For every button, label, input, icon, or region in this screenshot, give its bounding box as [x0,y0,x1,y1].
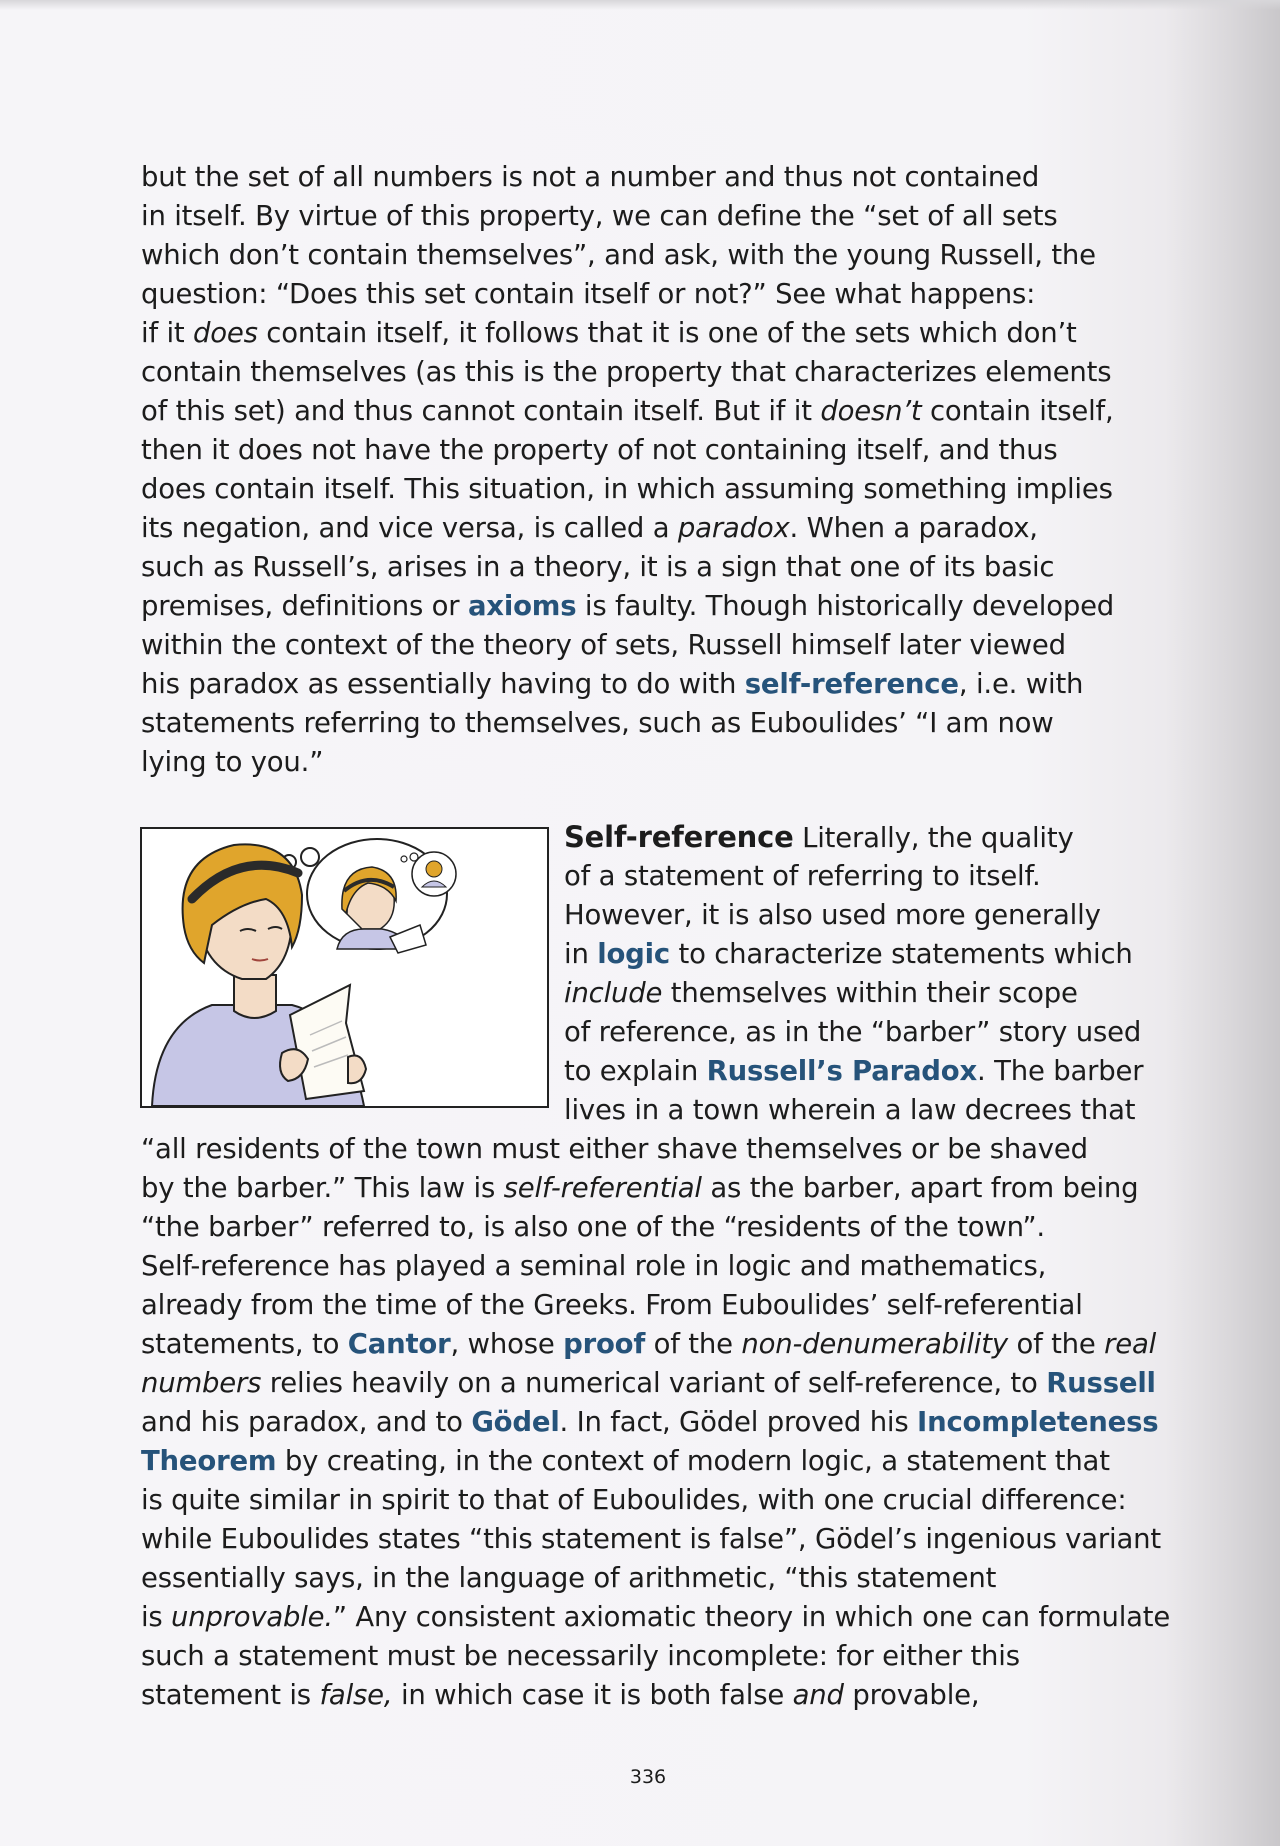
text-line: is unprovable.” Any consistent axiomatic theory in which one can formulate [141,1601,1171,1633]
term-link-russells-paradox[interactable]: Russell’s Paradox [706,1055,978,1087]
text-line: statements, to Cantor, whose proof of the non-denumerability of the real [141,1328,1157,1360]
text-line: already from the time of the Greeks. From Euboulides’ self-referential [141,1289,1083,1321]
text-line: to explain Russell’s Paradox. The barber [564,1055,1144,1087]
text-line: premises, definitions or axioms is faulty. Though historically developed [141,590,1115,622]
text-line: does contain itself. This situation, in which assuming something implies [141,473,1113,505]
text-line: and his paradox, and to Gödel. In fact, Gödel proved his Incompleteness [141,1406,1159,1438]
text-line: if it does contain itself, it follows that it is one of the sets which don’t [141,317,1077,349]
text-line: Self-reference has played a seminal role in logic and mathematics, [141,1250,1047,1282]
text-line: then it does not have the property of not containing itself, and thus [141,434,1058,466]
text-line: his paradox as essentially having to do with self-reference, i.e. with [141,668,1084,700]
page-top-edge [0,0,1280,10]
text-line: while Euboulides states “this statement is false”, Gödel’s ingenious variant [141,1523,1161,1555]
term-link-cantor[interactable]: Cantor [347,1328,451,1360]
term-link-godel[interactable]: Gödel [471,1406,560,1438]
text-line: its negation, and vice versa, is called a paradox. When a paradox, [141,512,1038,544]
term-link-axioms[interactable]: axioms [467,590,577,622]
text-line: essentially says, in the language of arithmetic, “this statement [141,1562,997,1594]
text-line: “the barber” referred to, is also one of the “residents of the town”. [141,1211,1045,1243]
term-link-proof[interactable]: proof [563,1328,646,1360]
text-line: such a statement must be necessarily incomplete: for either this [141,1640,1020,1672]
term-link-self-reference[interactable]: self-reference [744,668,959,700]
page-number: 336 [629,1766,667,1788]
text-line: of this set) and thus cannot contain itself. But if it doesn’t contain itself, [141,395,1114,427]
self-reference-illustration [140,827,549,1108]
text-line: include themselves within their scope [564,977,1078,1009]
text-line: lying to you.” [141,746,324,778]
text-line: by the barber.” This law is self-referential as the barber, apart from being [141,1172,1139,1204]
text-line: Self-reference Literally, the quality [564,820,1074,854]
text-line: within the context of the theory of sets, Russell himself later viewed [141,629,1066,661]
text-line: of reference, as in the “barber” story used [564,1016,1142,1048]
text-line: numbers relies heavily on a numerical variant of self-reference, to Russell [141,1367,1156,1399]
text-line: statement is false, in which case it is both false and provable, [141,1679,980,1711]
text-line: contain themselves (as this is the property that characterizes elements [141,356,1112,388]
text-line: However, it is also used more generally [564,899,1101,931]
text-line: but the set of all numbers is not a number and thus not contained [141,161,1040,193]
text-line: which don’t contain themselves”, and ask, with the young Russell, the [141,239,1096,271]
text-line: in logic to characterize statements which [564,938,1133,970]
term-link-theorem[interactable]: Theorem [141,1445,277,1477]
text-line: question: “Does this set contain itself or not?” See what happens: [141,278,1036,310]
woman-reading-icon [142,829,547,1106]
term-link-russell[interactable]: Russell [1046,1367,1156,1399]
text-line: Theorem by creating, in the context of modern logic, a statement that [141,1445,1110,1477]
term-link-logic[interactable]: logic [597,938,670,970]
text-line: such as Russell’s, arises in a theory, it is a sign that one of its basic [141,551,1055,583]
text-line: lives in a town wherein a law decrees that [564,1094,1136,1126]
text-line: in itself. By virtue of this property, we can define the “set of all sets [141,200,1058,232]
text-line: “all residents of the town must either shave themselves or be shaved [141,1133,1088,1165]
entry-heading: Self-reference [564,820,794,854]
text-line: of a statement of referring to itself. [564,860,1041,892]
term-link-incompleteness[interactable]: Incompleteness [917,1406,1159,1438]
text-line: statements referring to themselves, such as Euboulides’ “I am now [141,707,1054,739]
text-line: is quite similar in spirit to that of Euboulides, with one crucial difference: [141,1484,1127,1516]
